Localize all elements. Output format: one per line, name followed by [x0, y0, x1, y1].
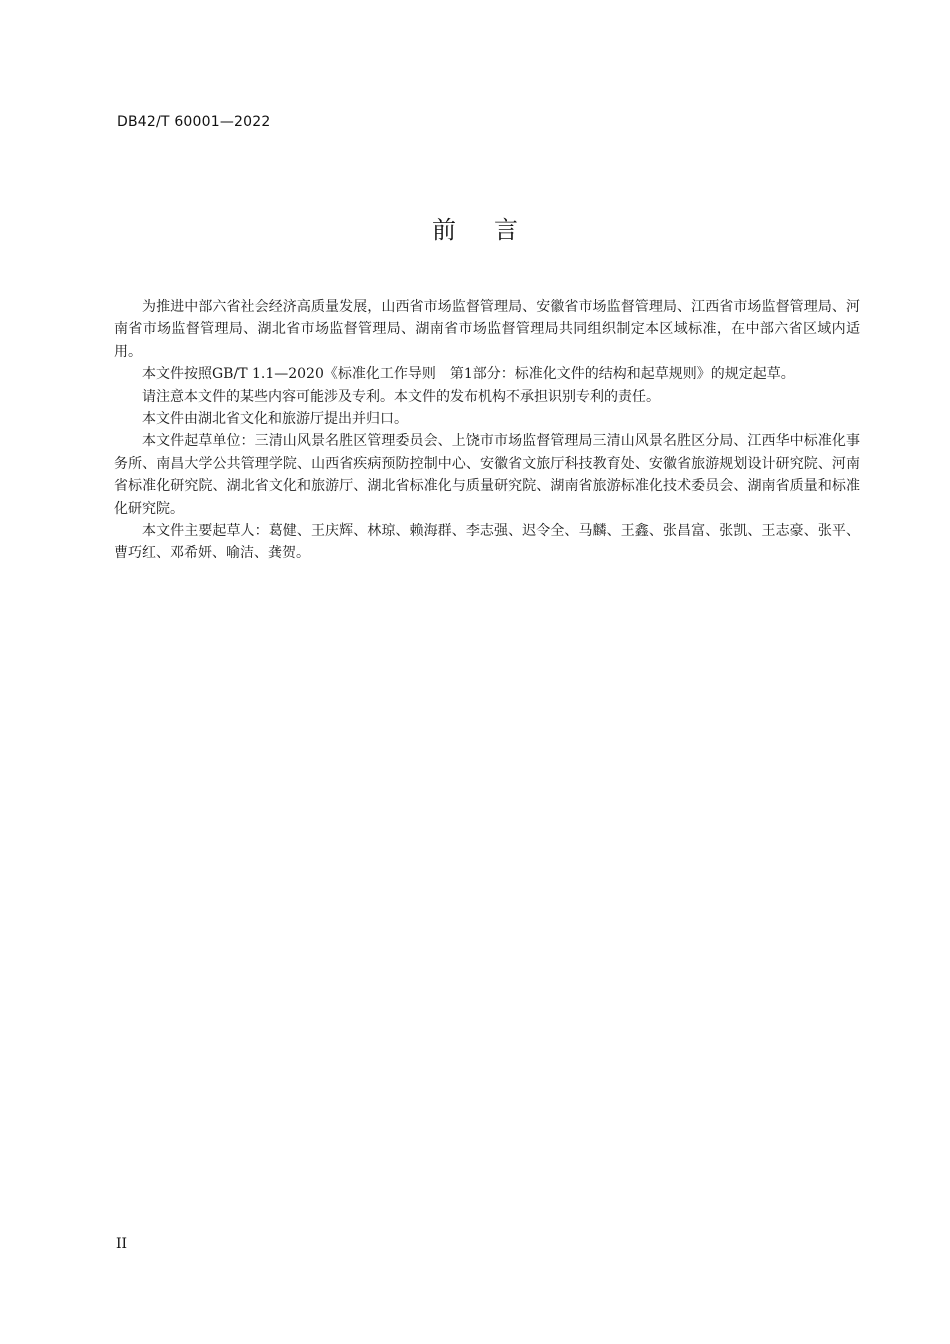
paragraph-purpose: 为推进中部六省社会经济高质量发展，山西省市场监督管理局、安徽省市场监督管理局、江西省市场监督管理局、河南省市场监督管理局、湖北省市场监督管理局、湖南省市场监督管理局共同组织制定本区域标准，在中部六省区域内适用。: [114, 299, 860, 360]
page-title: 前言: [432, 216, 556, 244]
paragraph-drafting-rules: 本文件按照GB/T 1.1—2020《标准化工作导则 第1部分：标准化文件的结构和起草规则》的规定起草。: [142, 366, 795, 383]
paragraph-drafting-units: 本文件起草单位：三清山风景名胜区管理委员会、上饶市市场监督管理局三清山风景名胜区分局、江西华中标准化事务所、南昌大学公共管理学院、山西省疾病预防控制中心、安徽省文旅厅科技教育处、安徽省旅游规划设计研究院、河南省标准化研究院、湖北省文化和旅游厅、湖北省标准化与质量研究院、湖南省旅游标准化技术委员会、湖南省质量和标准化研究院。: [114, 433, 860, 517]
paragraph-patent-notice: 请注意本文件的某些内容可能涉及专利。本文件的发布机构不承担识别专利的责任。: [142, 388, 660, 405]
document-code-header: DB42/T 60001—2022: [117, 114, 271, 130]
paragraph-drafters: 本文件主要起草人：葛健、王庆辉、林琼、赖海群、李志强、迟令全、马麟、王鑫、张昌富、张凯、王志豪、张平、曹巧红、邓希妍、喻洁、龚贺。: [114, 523, 860, 562]
paragraph-proposer: 本文件由湖北省文化和旅游厅提出并归口。: [142, 411, 408, 428]
page-number: II: [116, 1236, 128, 1252]
foreword-body: [114, 296, 860, 565]
